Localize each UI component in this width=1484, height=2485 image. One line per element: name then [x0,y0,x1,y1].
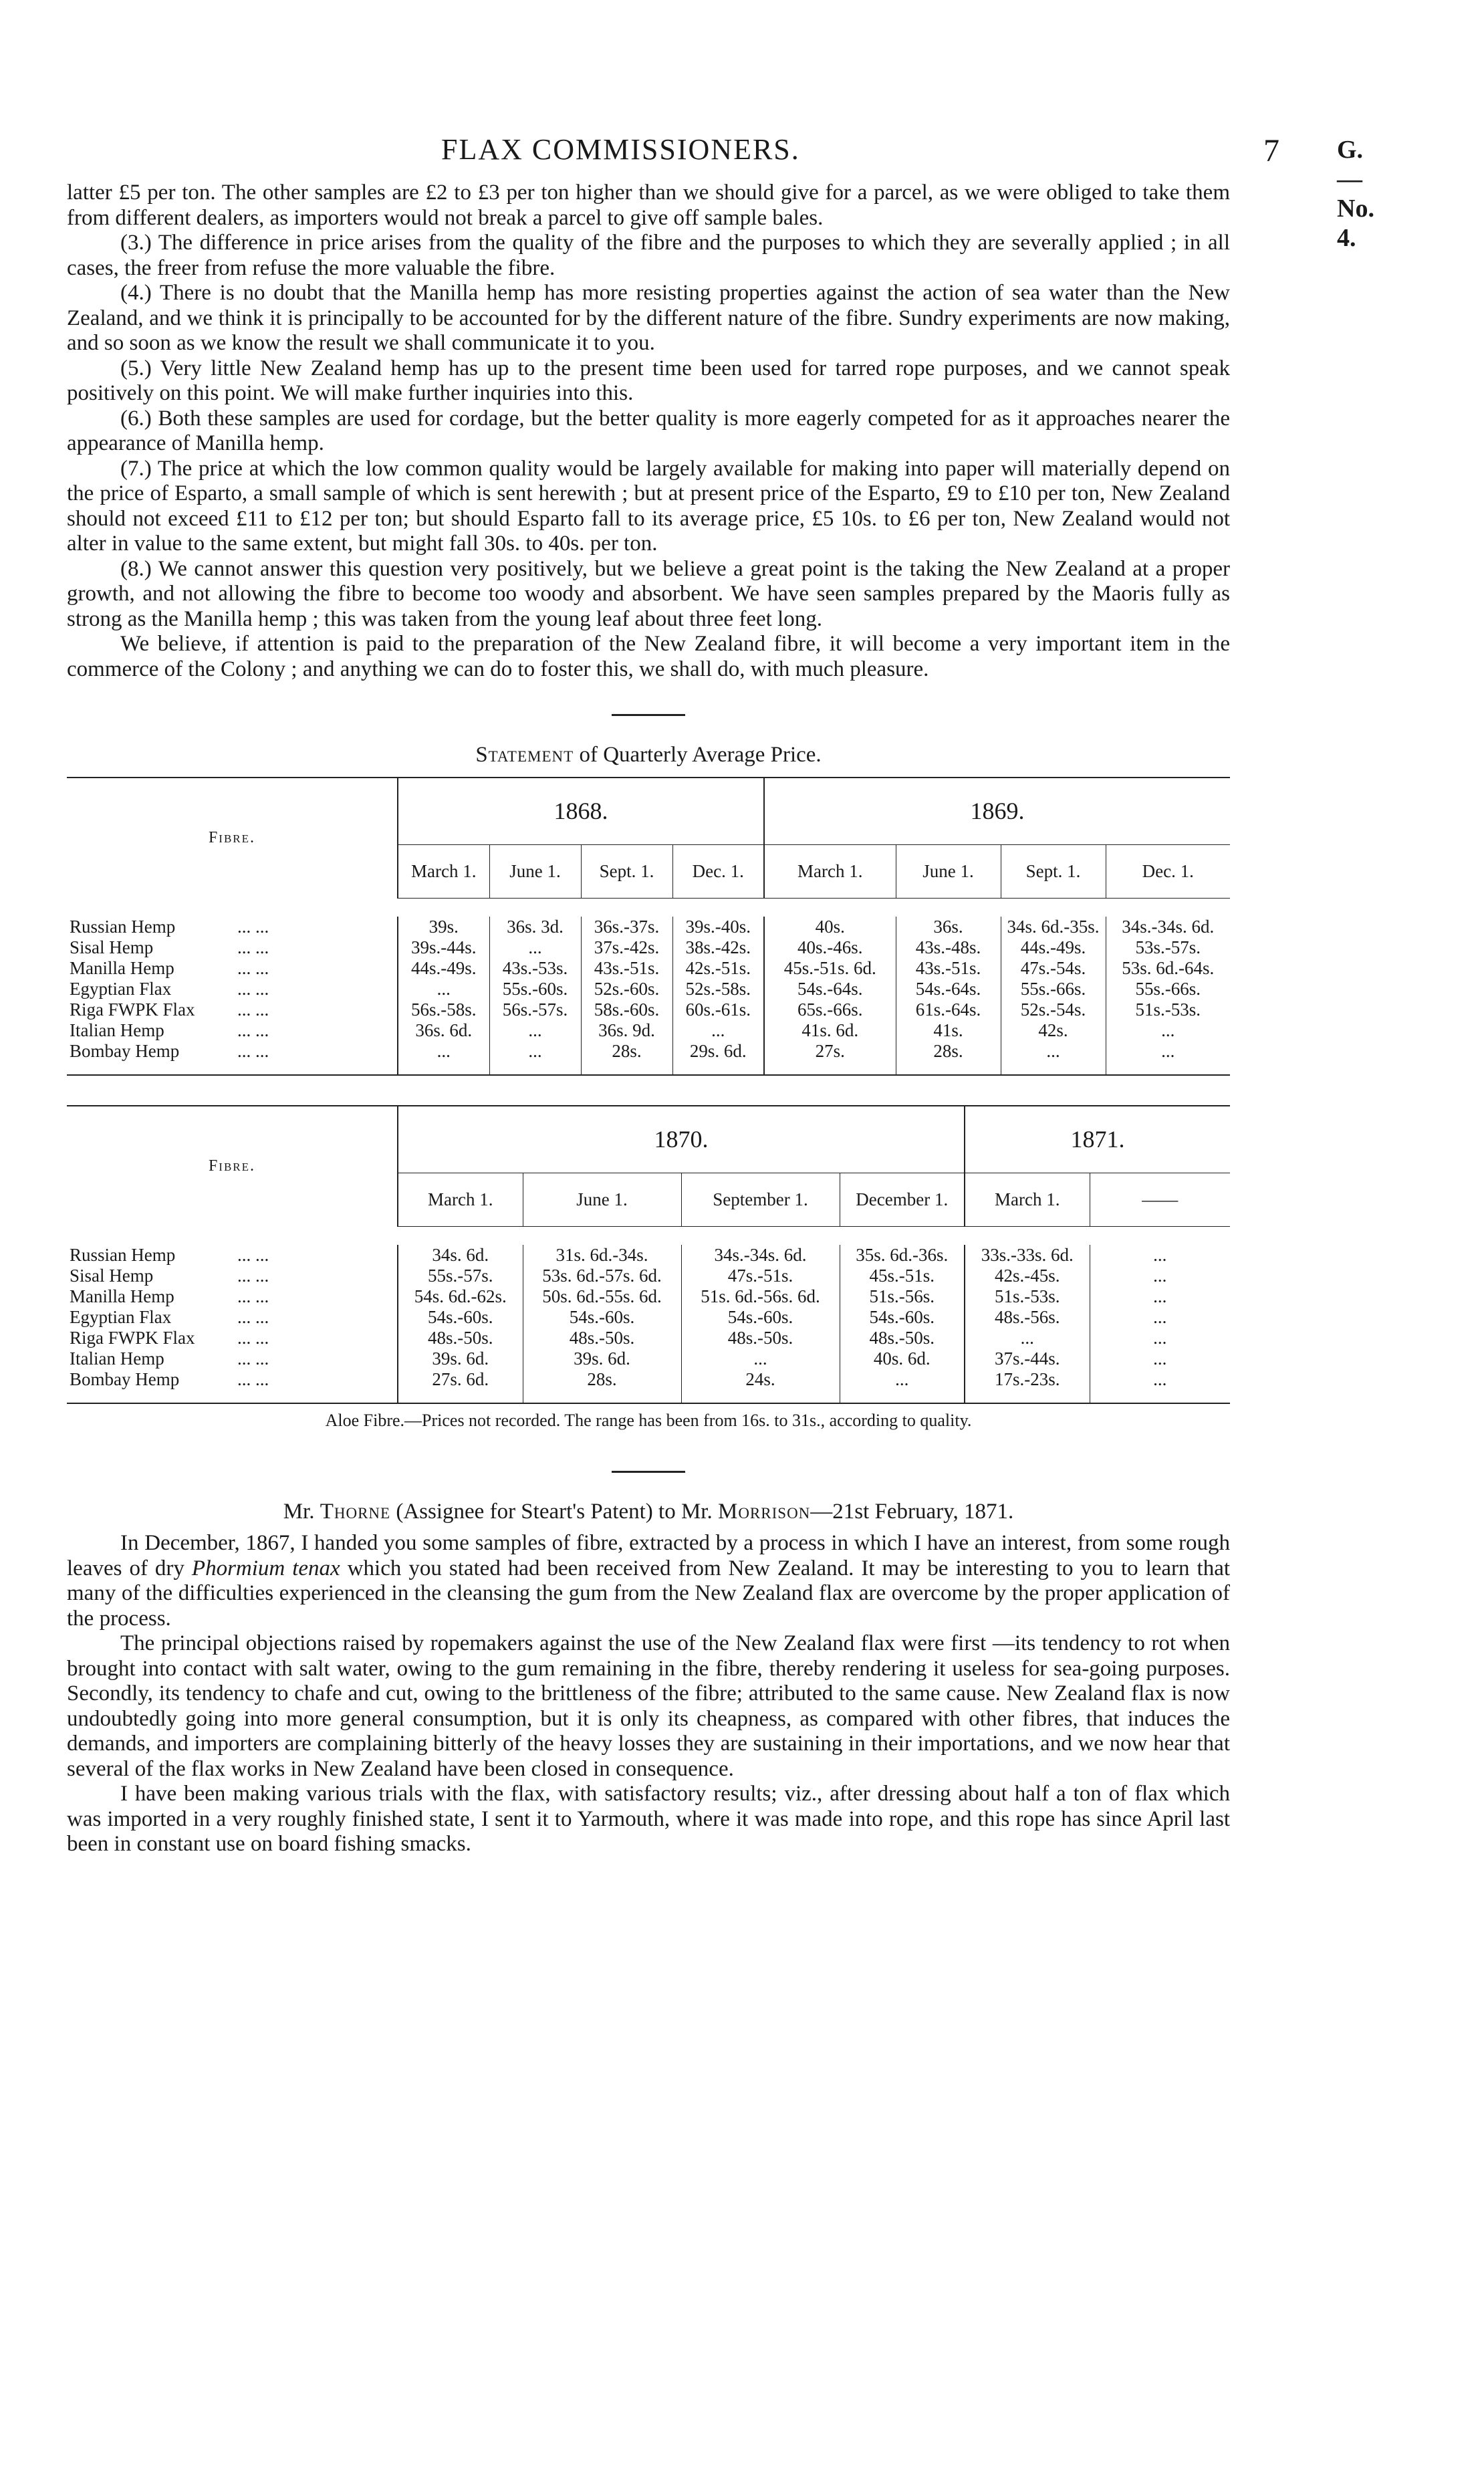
fibre-name: Manilla Hemp [70,1286,174,1306]
table-row [67,979,1230,999]
fibre-cell [67,979,398,999]
paragraph [67,1531,1230,1631]
fibre-cell [67,958,398,979]
table-row [67,1307,1230,1328]
document-reference: G.—No. 4. [1337,136,1374,252]
letter-p1-before: In December, 1867, I handed you some samples of fibre, extracted by a process in which I have an interest, from some rough leaves of dry [67,1531,1230,1580]
price-cell: ... [1153,1266,1167,1286]
paragraph: The principal objections raised by ropemakers against the use of the New Zealand flax were first —its tendency to rot when brought into contact with salt water, owing to the gum remaining in the fibre, thereby rendering it useless for sea-going purposes. Secondly, its tendency to chafe and cut, owing to the brittleness of the fibre; attributed to the same cause. New Zealand flax is now undoubtedly going into more general consumption, but it is only its cheapness, as compared with other fibres, that induces the demands, and importers are complaining bitterly of the heavy losses they are sustaining in their importations, and we now hear that several of the flax works in New Zealand have been closed in consequence. [67,1631,1230,1781]
price-cell: 53s. 6d.-64s. [1122,958,1215,978]
price-cell: ... [681,1348,840,1369]
price-table-1868-1869 [67,777,1230,1076]
price-cell: 35s. 6d.-36s. [840,1245,965,1266]
fibre-cell [67,937,398,958]
document-page [67,120,1374,1857]
fibre-cell [67,1348,398,1369]
table-row [67,1328,1230,1348]
date-header: June 1. [523,1173,681,1226]
letter-body [67,1531,1230,1857]
leader-dots: ... ... [237,1245,269,1265]
paragraph: (8.) We cannot answer this question very positively, but we believe a great point is the taking the New Zealand at a proper growth, and not allowing the fibre to become too woody and absorbent. We have seen samples prepared by the Maoris fully as strong as the Manilla hemp ; this was taken from the young leaf about three feet long. [67,556,1230,631]
date-header: March 1. [398,844,489,898]
date-header: Sept. 1. [581,844,672,898]
price-cell: 60s.-61s. [672,999,764,1020]
table-row [67,1245,1230,1266]
price-cell: 50s. 6d.-55s. 6d. [523,1286,681,1307]
date-header: June 1. [896,844,1001,898]
price-cell: 44s.-49s. [398,958,489,979]
fibre-name: Riga FWPK Flax [70,999,195,1020]
price-cell: 39s. 6d. [523,1348,681,1369]
price-cell: ... [1153,1369,1167,1389]
table-row [67,1020,1230,1041]
price-cell: ... [840,1369,965,1390]
fibre-cell [67,1286,398,1307]
price-cell: 39s.-44s. [398,937,489,958]
price-cell: 54s.-60s. [681,1307,840,1328]
leader-dots: ... ... [237,1369,269,1389]
price-cell: 54s.-60s. [398,1307,523,1328]
price-cell: 48s.-50s. [840,1328,965,1348]
paragraph: latter £5 per ton. The other samples are £2 to £3 per ton higher than we should give for a parcel, as we were obliged to take them from different dealers, as importers would not break a parcel to give off sample bales. [67,181,1230,230]
table-row [67,1286,1230,1307]
table-row [67,1369,1230,1390]
table-row [67,1348,1230,1369]
letter-date: —21st February, 1871. [810,1500,1014,1524]
fibre-name: Egyptian Flax [70,979,172,999]
price-cell: 27s. [764,1041,896,1062]
price-cell: 56s.-58s. [398,999,489,1020]
price-cell: 34s. 6d.-35s. [1001,917,1106,937]
price-cell: 34s. 6d. [398,1245,523,1266]
price-cell: 54s.-64s. [896,979,1001,999]
paragraph: (3.) The difference in price arises from the quality of the fibre and the purposes to which they are severally applied ; in all cases, the freer from refuse the more valuable the fibre. [67,231,1230,280]
price-cell: 48s.-50s. [523,1328,681,1348]
paragraph: We believe, if attention is paid to the preparation of the New Zealand fibre, it will become a very important item in the commerce of the Colony ; and anything we can do to foster this, we shall do, with much pleasure. [67,632,1230,681]
price-cell: 28s. [896,1041,1001,1062]
price-cell: 58s.-60s. [581,999,672,1020]
date-header: —— [1090,1173,1230,1226]
fibre-cell [67,1369,398,1390]
price-cell: 55s.-57s. [398,1266,523,1286]
price-cell: 45s.-51s. [840,1266,965,1286]
date-header: Dec. 1. [672,844,764,898]
price-cell: ... [398,1041,489,1062]
price-cell: 41s. 6d. [764,1020,896,1041]
paragraph: (4.) There is no doubt that the Manilla hemp has more resisting properties against the action of sea water than the New Zealand, and we think it is principally to be accounted for by the different nature of the fibre. Sundry experiments are now making, and so soon as we know the result we shall communicate it to you. [67,281,1230,355]
table-row [67,958,1230,979]
date-header: March 1. [398,1173,523,1226]
price-cell: 43s.-53s. [489,958,581,979]
fibre-cell [67,999,398,1020]
price-cell: ... [1161,1020,1175,1040]
price-cell: 48s.-50s. [398,1328,523,1348]
price-cell: 39s. 6d. [398,1348,523,1369]
fibre-name: Russian Hemp [70,917,176,937]
date-header: Dec. 1. [1106,844,1230,898]
year-header: 1868. [398,778,764,844]
fibre-cell [67,1307,398,1328]
leader-dots: ... ... [237,917,269,937]
price-cell: 37s.-44s. [965,1348,1090,1369]
year-header: 1870. [398,1106,965,1173]
date-header: Sept. 1. [1001,844,1106,898]
price-cell: 48s.-50s. [681,1328,840,1348]
price-cell: 55s.-66s. [1135,979,1201,999]
price-cell: 43s.-51s. [896,958,1001,979]
letter-p1-after: which you stated had been received from New Zealand. It may be interesting to you to learn that many of the difficulties experienced in the cleansing the gum from the New Zealand flax are overcome by the proper application of the process. [67,1556,1231,1631]
date-header: December 1. [840,1173,965,1226]
statement-title-lead: Statement [475,743,574,767]
section-divider [612,714,685,716]
leader-dots: ... ... [237,999,269,1020]
price-cell: 43s.-51s. [581,958,672,979]
price-cell: 43s.-48s. [896,937,1001,958]
letter-from-name: Thorne [320,1500,391,1524]
price-cell: ... [489,1041,581,1062]
fibre-name: Sisal Hemp [70,1266,154,1286]
leader-dots: ... ... [237,1348,269,1369]
price-cell: 52s.-54s. [1001,999,1106,1020]
price-cell: ... [1161,1041,1175,1061]
price-cell: 54s.-64s. [764,979,896,999]
fibre-name: Russian Hemp [70,1245,176,1265]
price-cell: ... [489,937,581,958]
table-row [67,999,1230,1020]
price-cell: 36s. [896,917,1001,937]
price-cell: 39s. [398,917,489,937]
fibre-name: Bombay Hemp [70,1041,180,1061]
price-cell: 44s.-49s. [1001,937,1106,958]
price-cell: 53s. 6d.-57s. 6d. [523,1266,681,1286]
price-cell: ... [1001,1041,1106,1062]
price-cell: ... [1153,1245,1167,1265]
price-cell: 52s.-58s. [672,979,764,999]
price-cell: 51s. 6d.-56s. 6d. [681,1286,840,1307]
price-cell: 36s. 9d. [581,1020,672,1041]
price-cell: ... [1153,1286,1167,1306]
leader-dots: ... ... [237,1307,269,1327]
price-cell: 51s.-53s. [965,1286,1090,1307]
leader-dots: ... ... [237,1020,269,1040]
fibre-name: Egyptian Flax [70,1307,172,1327]
letter-from-prefix: Mr. [283,1500,315,1524]
price-cell: 47s.-51s. [681,1266,840,1286]
price-cell: 42s.-51s. [672,958,764,979]
fibre-name: Bombay Hemp [70,1369,180,1389]
price-cell: 54s. 6d.-62s. [398,1286,523,1307]
fibre-cell [67,1328,398,1348]
letter-to-name: Morrison [717,1500,811,1524]
table-footnote: Aloe Fibre.—Prices not recorded. The range has been from 16s. to 31s., according to quality. [325,1411,972,1430]
price-cell: 48s.-56s. [965,1307,1090,1328]
price-cell: 52s.-60s. [581,979,672,999]
price-cell: 36s.-37s. [581,917,672,937]
paragraph: (7.) The price at which the low common quality would be largely available for making into paper will materially depend on the price of Esparto, a small sample of which is sent herewith ; but at present price of the Esparto, £9 to £10 per ton, New Zealand should not exceed £11 to £12 per ton; but should Esparto fall to its average price, £5 10s. to £6 per ton, New Zealand would not alter in value to the same extent, but might fall 30s. to 40s. per ton. [67,456,1230,556]
date-header: March 1. [965,1173,1090,1226]
leader-dots: ... ... [237,1328,269,1348]
page-number: 7 [1263,133,1279,168]
paragraph: (6.) Both these samples are used for cordage, but the better quality is more eagerly competed for as it approaches nearer the appearance of Manilla hemp. [67,406,1230,455]
fibre-column-header: Fibre. [67,1106,398,1226]
price-table-1870-1871 [67,1105,1230,1404]
price-cell: 39s.-40s. [672,917,764,937]
table-row [67,1041,1230,1062]
table-row [67,917,1230,937]
table-row [67,1266,1230,1286]
price-cell: 54s.-60s. [523,1307,681,1328]
species-name: Phormium tenax [191,1556,340,1580]
fibre-name: Sisal Hemp [70,937,154,957]
letter-from-note: (Assignee for Steart's Patent) to Mr. [396,1500,713,1524]
price-cell: 56s.-57s. [489,999,581,1020]
leader-dots: ... ... [237,937,269,957]
fibre-cell [67,1041,398,1062]
price-cell: 24s. [681,1369,840,1390]
fibre-name: Manilla Hemp [70,958,174,978]
leader-dots: ... ... [237,958,269,978]
price-cell: 45s.-51s. 6d. [764,958,896,979]
fibre-cell [67,1266,398,1286]
price-cell: 17s.-23s. [965,1369,1090,1390]
price-cell: 34s.-34s. 6d. [681,1245,840,1266]
price-cell: 53s.-57s. [1135,937,1201,957]
price-cell: 31s. 6d.-34s. [523,1245,681,1266]
price-cell: 29s. 6d. [672,1041,764,1062]
price-cell: ... [1153,1348,1167,1369]
price-cell: 33s.-33s. 6d. [965,1245,1090,1266]
fibre-column-header: Fibre. [67,778,398,898]
price-cell: 54s.-60s. [840,1307,965,1328]
price-cell: 36s. 3d. [489,917,581,937]
price-cell: 34s.-34s. 6d. [1122,917,1215,937]
price-cell: ... [398,979,489,999]
paragraph: (5.) Very little New Zealand hemp has up to the present time been used for tarred rope purposes, and we cannot speak positively on this point. We will make further inquiries into this. [67,356,1230,405]
price-cell: 27s. 6d. [398,1369,523,1390]
price-cell: ... [489,1020,581,1041]
table-body [67,1226,1230,1403]
price-cell: 28s. [523,1369,681,1390]
leader-dots: ... ... [237,1041,269,1061]
fibre-cell [67,1020,398,1041]
section-divider [612,1471,685,1473]
year-header: 1869. [970,798,1025,825]
year-header: 1871. [1070,1126,1125,1153]
price-cell: 61s.-64s. [896,999,1001,1020]
letter-heading [67,1500,1230,1524]
intro-text [67,181,1230,682]
leader-dots: ... ... [237,1266,269,1286]
price-cell: ... [965,1328,1090,1348]
fibre-name: Riga FWPK Flax [70,1328,195,1348]
price-cell: 51s.-56s. [840,1286,965,1307]
price-cell: 28s. [581,1041,672,1062]
date-header: September 1. [681,1173,840,1226]
price-cell: 42s.-45s. [965,1266,1090,1286]
leader-dots: ... ... [237,979,269,999]
price-cell: ... [1153,1328,1167,1348]
price-cell: 40s. [764,917,896,937]
price-cell: 42s. [1001,1020,1106,1041]
price-cell: 40s. 6d. [840,1348,965,1369]
price-cell: 47s.-54s. [1001,958,1106,979]
leader-dots: ... ... [237,1286,269,1306]
date-header: June 1. [489,844,581,898]
running-title: FLAX COMMISSIONERS. [441,133,800,166]
date-header: March 1. [764,844,896,898]
price-cell: 65s.-66s. [764,999,896,1020]
price-cell: 38s.-42s. [672,937,764,958]
statement-title [67,743,1230,767]
paragraph: I have been making various trials with the flax, with satisfactory results; viz., after dressing about half a ton of flax which was imported in a very roughly finished state, I sent it to Yarmouth, where it was made into rope, and this rope has since April last been in constant use on board fishing smacks. [67,1782,1230,1856]
price-cell: ... [1153,1307,1167,1327]
price-cell: ... [672,1020,764,1041]
price-cell: 41s. [896,1020,1001,1041]
price-cell: 40s.-46s. [764,937,896,958]
fibre-cell [67,917,398,937]
fibre-cell [67,1245,398,1266]
price-cell: 55s.-60s. [489,979,581,999]
table-row [67,937,1230,958]
statement-title-rest: of Quarterly Average Price. [579,743,822,767]
fibre-name: Italian Hemp [70,1348,164,1369]
table-body [67,898,1230,1075]
fibre-name: Italian Hemp [70,1020,164,1040]
price-cell: 37s.-42s. [581,937,672,958]
price-cell: 36s. 6d. [398,1020,489,1041]
price-cell: 51s.-53s. [1135,999,1201,1020]
price-cell: 55s.-66s. [1001,979,1106,999]
